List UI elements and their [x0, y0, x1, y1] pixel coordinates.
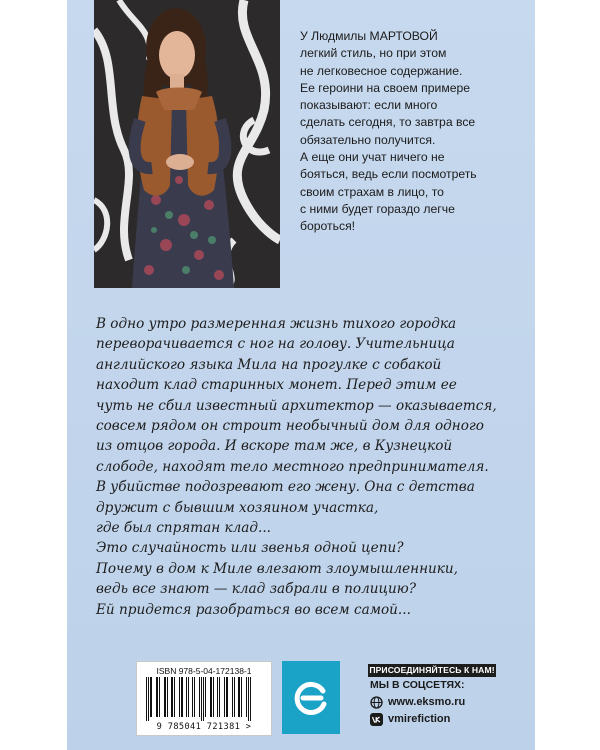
website-link[interactable] [370, 695, 465, 709]
social-title: МЫ В СОЦСЕТЯХ: [370, 679, 465, 691]
eksmo-logo-icon [293, 680, 329, 716]
annotation-line: Это случайность или звенья одной цепи? [96, 540, 404, 557]
blurb-line: сделать сегодня, то завтра все [300, 115, 476, 130]
blurb-line: бороться! [300, 219, 356, 234]
annotation-line: Ей придется разобраться во всем самой... [96, 601, 411, 618]
blurb-line: легкий стиль, но при этом [300, 46, 447, 61]
publisher-logo [282, 661, 340, 734]
annotation-line: находит клад старинных монет. Перед этим ее [96, 377, 457, 394]
annotation-line: ведь все знают — клад забрали в полицию? [96, 581, 416, 598]
vk-text: vmirefiction [388, 713, 451, 725]
isbn-number: ISBN 978-5-04-172138-1 [156, 666, 252, 676]
annotation-line: Почему в дом к Миле влезают злоумышленники, [96, 560, 458, 577]
isbn-barcode-box [136, 661, 272, 736]
blurb-line: У Людмилы МАРТОВОЙ [300, 29, 438, 43]
blurb-line: своим страхам в лицо, то [300, 184, 444, 199]
blurb-line: не легковесное содержание. [300, 63, 463, 78]
annotation-line: В убийстве подозревают его жену. Она с детства [96, 479, 475, 496]
globe-icon [370, 696, 383, 709]
author-photo-illustration [94, 0, 280, 288]
annotation-line: где был спрятан клад... [96, 520, 271, 537]
annotation-line: чуть не сбил известный архитектор — оказывается, [96, 397, 497, 414]
barcode-icon [144, 677, 264, 721]
annotation-line: из отцов города. И вскоре там же, в Кузнецкой [96, 438, 453, 455]
annotation-line: дружит с бывшим хозяином участка, [96, 499, 379, 516]
barcode-digits: 9 785041 721381 > [156, 722, 252, 732]
blurb-line: А еще они учат ничего не [300, 150, 445, 165]
annotation-line: совсем рядом он строит необычный дом для одного [96, 418, 484, 435]
blurb-line: Ее героини на своем примере [300, 80, 471, 95]
annotation-line: английского языка Мила на прогулке с собакой [96, 356, 442, 373]
annotation-line: слободе, находят тело местного предпринимателя. [96, 458, 489, 475]
annotation-line: переворачивается с ног на голову. Учительница [96, 336, 455, 353]
blurb-line: обязательно получится. [300, 132, 436, 147]
blurb-line: бояться, ведь если посмотреть [300, 167, 477, 182]
website-text: www.eksmo.ru [388, 696, 466, 708]
blurb-line: с ними будет гораздо легче [300, 201, 455, 216]
annotation-line: В одно утро размеренная жизнь тихого городка [96, 316, 457, 332]
book-annotation [96, 314, 516, 620]
join-us-badge: ПРИСОЕДИНЯЙТЕСЬ К НАМ! [369, 665, 495, 675]
author-photo [94, 0, 280, 288]
vk-link[interactable] [370, 712, 450, 726]
vk-icon [370, 713, 383, 726]
blurb-line: показывают: если много [300, 98, 438, 113]
author-blurb [300, 28, 500, 236]
